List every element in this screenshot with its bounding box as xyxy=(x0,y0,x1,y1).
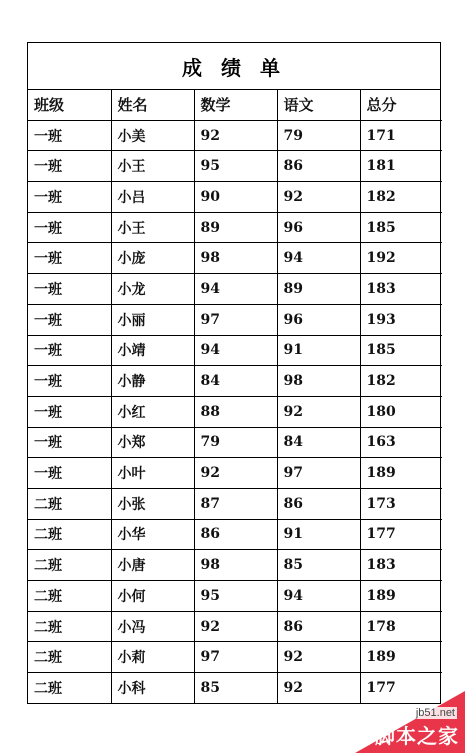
cell-class: 二班 xyxy=(28,550,111,581)
header-total: 总分 xyxy=(360,90,442,120)
cell-name: 小莉 xyxy=(111,642,194,673)
header-chinese: 语文 xyxy=(277,90,360,120)
cell-math: 88 xyxy=(194,396,277,427)
cell-chinese: 92 xyxy=(277,673,360,703)
table-row xyxy=(28,274,442,305)
cell-math: 95 xyxy=(194,581,277,612)
table-row xyxy=(28,427,442,458)
cell-total: 185 xyxy=(360,212,442,243)
cell-chinese: 91 xyxy=(277,519,360,550)
cell-total: 163 xyxy=(360,427,442,458)
cell-chinese: 79 xyxy=(277,120,360,151)
cell-total: 183 xyxy=(360,550,442,581)
header-name: 姓名 xyxy=(111,90,194,120)
table-row xyxy=(28,611,442,642)
table-row xyxy=(28,212,442,243)
cell-total: 173 xyxy=(360,488,442,519)
cell-class: 一班 xyxy=(28,151,111,182)
cell-total: 185 xyxy=(360,335,442,366)
cell-math: 92 xyxy=(194,611,277,642)
cell-class: 二班 xyxy=(28,642,111,673)
cell-total: 189 xyxy=(360,642,442,673)
cell-class: 一班 xyxy=(28,366,111,397)
header-math: 数学 xyxy=(194,90,277,120)
table-row xyxy=(28,519,442,550)
cell-math: 90 xyxy=(194,182,277,213)
cell-math: 94 xyxy=(194,274,277,305)
cell-class: 一班 xyxy=(28,304,111,335)
cell-class: 一班 xyxy=(28,212,111,243)
table-row xyxy=(28,335,442,366)
cell-name: 小王 xyxy=(111,151,194,182)
cell-total: 180 xyxy=(360,396,442,427)
table-row xyxy=(28,182,442,213)
cell-math: 95 xyxy=(194,151,277,182)
cell-chinese: 85 xyxy=(277,550,360,581)
score-table-body xyxy=(28,120,442,703)
cell-chinese: 96 xyxy=(277,304,360,335)
cell-total: 193 xyxy=(360,304,442,335)
header-class: 班级 xyxy=(28,90,111,120)
cell-math: 98 xyxy=(194,243,277,274)
cell-chinese: 86 xyxy=(277,611,360,642)
cell-chinese: 97 xyxy=(277,458,360,489)
cell-math: 94 xyxy=(194,335,277,366)
cell-name: 小张 xyxy=(111,488,194,519)
cell-chinese: 92 xyxy=(277,182,360,213)
cell-chinese: 96 xyxy=(277,212,360,243)
table-row xyxy=(28,151,442,182)
cell-total: 192 xyxy=(360,243,442,274)
cell-name: 小吕 xyxy=(111,182,194,213)
cell-math: 87 xyxy=(194,488,277,519)
cell-class: 一班 xyxy=(28,458,111,489)
score-sheet xyxy=(27,42,441,704)
cell-chinese: 86 xyxy=(277,488,360,519)
table-row xyxy=(28,366,442,397)
cell-total: 177 xyxy=(360,519,442,550)
cell-math: 84 xyxy=(194,366,277,397)
cell-name: 小丽 xyxy=(111,304,194,335)
table-row xyxy=(28,396,442,427)
cell-chinese: 84 xyxy=(277,427,360,458)
cell-math: 97 xyxy=(194,304,277,335)
cell-total: 182 xyxy=(360,182,442,213)
cell-total: 181 xyxy=(360,151,442,182)
cell-total: 177 xyxy=(366,679,396,696)
cell-name: 小靖 xyxy=(111,335,194,366)
cell-chinese: 94 xyxy=(277,581,360,612)
cell-math: 92 xyxy=(194,458,277,489)
cell-class: 二班 xyxy=(28,673,111,703)
cell-class: 二班 xyxy=(28,488,111,519)
cell-chinese: 94 xyxy=(277,243,360,274)
cell-chinese: 92 xyxy=(277,396,360,427)
table-row xyxy=(28,642,442,673)
cell-total: 182 xyxy=(360,366,442,397)
cell-total: 171 xyxy=(360,120,442,151)
table-row xyxy=(28,120,442,151)
table-row xyxy=(28,488,442,519)
cell-class: 一班 xyxy=(28,335,111,366)
cell-math: 97 xyxy=(194,642,277,673)
score-table xyxy=(28,90,442,703)
table-row xyxy=(28,304,442,335)
cell-chinese: 98 xyxy=(277,366,360,397)
cell-math: 89 xyxy=(194,212,277,243)
cell-name: 小何 xyxy=(111,581,194,612)
cell-total: 189 xyxy=(360,581,442,612)
cell-total: 189 xyxy=(360,458,442,489)
cell-class: 一班 xyxy=(28,427,111,458)
cell-name: 小科 xyxy=(111,673,194,703)
cell-name: 小龙 xyxy=(111,274,194,305)
table-row xyxy=(28,243,442,274)
cell-class: 二班 xyxy=(28,519,111,550)
cell-name: 小庞 xyxy=(111,243,194,274)
cell-class: 一班 xyxy=(28,182,111,213)
cell-class: 一班 xyxy=(28,396,111,427)
cell-math: 92 xyxy=(194,120,277,151)
cell-math: 86 xyxy=(194,519,277,550)
table-row xyxy=(28,458,442,489)
cell-name: 小叶 xyxy=(111,458,194,489)
cell-name: 小华 xyxy=(111,519,194,550)
table-row xyxy=(28,550,442,581)
cell-chinese: 91 xyxy=(277,335,360,366)
cell-class: 一班 xyxy=(28,243,111,274)
cell-name: 小红 xyxy=(111,396,194,427)
cell-total: 183 xyxy=(360,274,442,305)
cell-class: 二班 xyxy=(28,581,111,612)
table-row xyxy=(28,581,442,612)
header-row xyxy=(28,90,442,120)
cell-chinese: 89 xyxy=(277,274,360,305)
cell-name: 小唐 xyxy=(111,550,194,581)
cell-name: 小冯 xyxy=(111,611,194,642)
cell-class: 一班 xyxy=(28,120,111,151)
cell-name: 小美 xyxy=(111,120,194,151)
cell-name: 小静 xyxy=(111,366,194,397)
cell-class: 二班 xyxy=(28,611,111,642)
cell-name: 小王 xyxy=(111,212,194,243)
cell-math: 79 xyxy=(194,427,277,458)
cell-class: 一班 xyxy=(28,274,111,305)
cell-math: 85 xyxy=(194,673,277,703)
table-row xyxy=(28,673,442,703)
cell-total: 178 xyxy=(360,611,442,642)
cell-math: 98 xyxy=(194,550,277,581)
cell-chinese: 86 xyxy=(277,151,360,182)
watermark-name: 脚本之家 xyxy=(375,724,459,748)
cell-chinese: 92 xyxy=(277,642,360,673)
cell-name: 小郑 xyxy=(111,427,194,458)
sheet-title: 成 绩 单 xyxy=(28,43,440,90)
watermark-url: jb51.net xyxy=(415,707,455,719)
